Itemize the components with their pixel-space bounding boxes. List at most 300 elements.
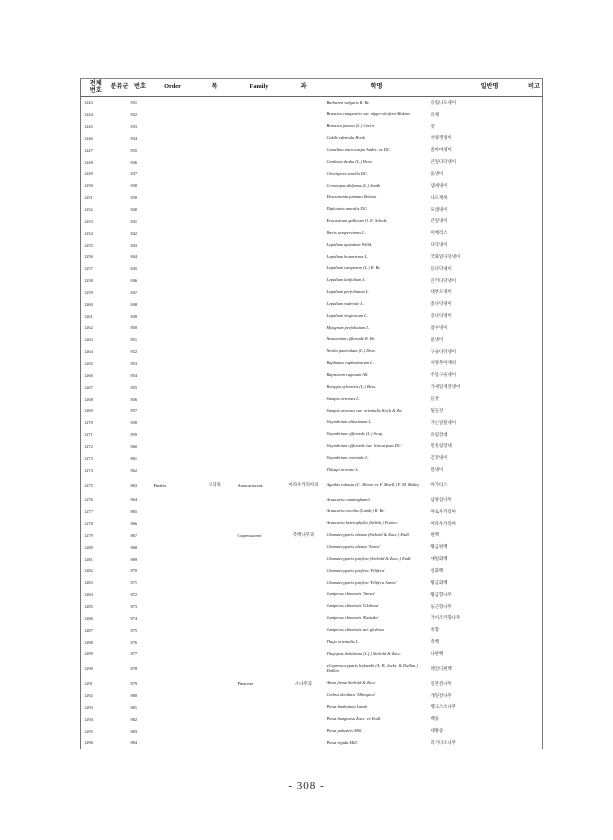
row-sci-name: Juniperus chinensis var. globosa [326,626,384,632]
row-order-kr [194,346,236,358]
row-common-name: 냄새냉이 [430,183,448,189]
row-sci-name: Abies firma Siebold & Zucc. [326,680,377,686]
table-row [81,624,543,636]
row-group [111,452,129,464]
row-sci-name: Thuja orientalis L. [326,638,360,644]
row-family [236,298,283,310]
row-total-no: 1295 [84,728,93,734]
row-order [152,725,194,737]
row-family [236,133,283,145]
table-row [81,133,543,145]
row-order [152,690,194,702]
row-order-kr [194,133,236,145]
table-row [81,737,543,749]
row-total-no: 1266 [84,372,93,378]
row-family [236,109,283,121]
row-sci-name: Pinus banksiana Lamb. [326,704,368,710]
row-order-kr [194,553,236,565]
row-group [111,648,129,660]
row-note [513,168,543,180]
row-sci-name: Araucaria excelsa (Lamb.) R. Br. [326,508,385,514]
row-family-kr [283,393,325,405]
table-row [81,358,543,370]
row-note [513,204,543,216]
row-order-kr [194,494,236,506]
row-family-kr [283,690,325,702]
row-total-no: 1267 [84,384,93,390]
row-no: 843 [130,242,138,248]
row-no: 881 [130,704,138,710]
row-family-kr [283,358,325,370]
row-order [152,204,194,216]
row-order [152,381,194,393]
row-no: 874 [130,615,138,621]
row-order [152,624,194,636]
row-family [236,601,283,613]
row-family-kr [283,577,325,589]
row-order-kr [194,601,236,613]
row-group [111,476,129,494]
row-order-kr [194,275,236,287]
row-family [236,393,283,405]
row-no: 877 [130,651,138,657]
row-sci-name: Cardaria draba (L.) Desv. [326,158,373,164]
row-note [513,215,543,227]
row-order [152,405,194,417]
row-group [111,358,129,370]
row-order [152,464,194,476]
row-family [236,541,283,553]
row-order-kr [194,725,236,737]
table-row [81,180,543,192]
row-group [111,612,129,624]
row-total-no: 1274 [84,467,93,473]
row-group [111,346,129,358]
row-no: 878 [130,666,138,672]
row-note [513,518,543,530]
row-family-kr [283,346,325,358]
row-group [111,180,129,192]
row-family-kr [283,405,325,417]
row-common-name: 이베리스 [430,231,448,237]
row-order-kr [194,624,236,636]
row-sci-name: Sisymbrium officinale var. leiocarpum DC. [326,443,402,449]
row-order [152,180,194,192]
row-sci-name: Camelina microcarpa Andrz. ex DC. [326,146,391,152]
row-total-no: 1283 [84,580,93,586]
row-note [513,251,543,263]
row-total-no: 1284 [84,592,93,598]
row-no: 857 [130,408,138,414]
row-common-name: 큰잎다닥냉이 [430,160,456,166]
row-note [513,725,543,737]
row-group [111,239,129,251]
row-sci-name: Erucastrum gallicum O. E. Schulz [326,218,387,224]
row-common-name: 실화백 [430,568,444,574]
table-header [81,79,543,97]
row-family-kr [283,215,325,227]
table-row [81,518,543,530]
row-group [111,133,129,145]
row-order-kr [194,204,236,216]
row-group [111,168,129,180]
row-order [152,713,194,725]
row-note [513,577,543,589]
row-no: 867 [130,532,138,538]
row-order-kr [194,168,236,180]
row-no: 841 [130,218,138,224]
row-note [513,476,543,494]
row-note [513,334,543,346]
row-family-kr [283,263,325,275]
header-sci-name: 학명 [325,79,429,97]
row-order-kr [194,577,236,589]
row-note [513,713,543,725]
row-total-no: 1277 [84,509,93,515]
table-row [81,227,543,239]
row-note [513,298,543,310]
row-common-name: 구슬다닥냉이 [430,349,456,355]
row-note [513,393,543,405]
row-order-kr [194,417,236,429]
row-no: 864 [130,497,138,503]
row-no: 866 [130,521,138,527]
row-total-no: 1257 [84,266,93,272]
row-sci-name: Chamaecyparis obtusa (Siebold & Zucc.) Endl. [326,532,410,538]
row-family: Cupressaceae [237,532,262,538]
row-total-no: 1254 [84,230,93,236]
table-row [81,565,543,577]
row-order-kr [194,310,236,322]
row-no: 880 [130,693,138,699]
row-sci-name: Chamaecyparis pisifera (Siebold & Zucc.) Endl. [326,555,412,561]
row-order-kr [194,713,236,725]
row-sci-name: Nasturtium officinale R. Br. [326,336,375,342]
row-common-name: 둥근향나무 [430,604,452,610]
row-total-no: 1264 [84,349,93,355]
table-row [81,381,543,393]
row-order-kr [194,156,236,168]
row-total-no: 1263 [84,337,93,343]
row-total-no: 1289 [84,651,93,657]
row-sci-name: Lepidium perfoliatum L. [326,289,370,295]
row-total-no: 1286 [84,615,93,621]
row-order-kr [194,109,236,121]
row-group [111,144,129,156]
row-order-kr [194,287,236,299]
table-row [81,530,543,542]
row-total-no: 1294 [84,716,93,722]
row-order-kr [194,464,236,476]
row-common-name: 새털화백 [430,557,448,563]
row-family-kr [283,298,325,310]
row-common-name: 서양무아재비 [430,361,456,367]
row-order-kr: 구과목 [208,483,221,488]
table-row [81,144,543,156]
row-group [111,737,129,749]
row-order [152,156,194,168]
row-common-name: 긴갓냉이 [430,456,448,462]
row-group [111,393,129,405]
row-total-no: 1256 [84,254,93,260]
table-row [81,541,543,553]
table-row [81,648,543,660]
row-family [236,518,283,530]
row-sci-name: Juniperus chinensis 'Globosa' [326,603,380,609]
row-order [152,298,194,310]
row-no: 868 [130,544,138,550]
row-no: 858 [130,420,138,426]
row-common-name: 국화잎다닥냉이 [430,254,461,260]
row-common-name: 유럽장대 [430,432,448,438]
row-family-kr: 측백나무과 [292,533,315,539]
row-sci-name: Pinus bungeana Zucc. ex Endl. [326,715,382,721]
row-family [236,369,283,381]
row-sci-name: Juniperus chinensis 'Kaizuka' [326,615,379,621]
row-common-name: 다닥냉이 [430,243,448,249]
row-total-no: 1244 [84,112,93,118]
row-note [513,612,543,624]
row-family-kr [283,381,325,393]
row-common-name: 들갓 [430,397,439,403]
row-total-no: 1291 [84,681,93,687]
table-row [81,287,543,299]
row-common-name: 서양갯냉이 [430,136,452,142]
row-order [152,393,194,405]
row-family-kr [283,334,325,346]
table-row [81,589,543,601]
row-family [236,310,283,322]
row-group [111,298,129,310]
row-common-name: 나도재쑥 [430,195,448,201]
row-common-name: 참수냉이 [430,325,448,331]
row-sci-name: Rapistrum rugosum All. [326,372,369,378]
row-family-kr [283,565,325,577]
row-family-kr [283,204,325,216]
table-row [81,429,543,441]
row-family [236,204,283,216]
row-order-kr [194,263,236,275]
row-no: 831 [130,100,138,106]
table-row [81,215,543,227]
row-order-kr [194,429,236,441]
header-common-name: 일반명 [429,79,513,97]
row-order-kr [194,251,236,263]
row-order [152,263,194,275]
row-order [152,215,194,227]
row-order [152,239,194,251]
row-family-kr [283,601,325,613]
row-no: 870 [130,568,138,574]
row-total-no: 1280 [84,544,93,550]
row-common-name: 측백 [430,640,439,646]
row-family [236,494,283,506]
row-order [152,251,194,263]
row-order-kr [194,144,236,156]
row-note [513,452,543,464]
row-total-no: 1288 [84,639,93,645]
row-group [111,204,129,216]
row-group [111,678,129,690]
row-order [152,612,194,624]
row-group [111,97,129,109]
row-sci-name: Chorispora tenella DC. [326,170,369,176]
row-no: 852 [130,349,138,355]
row-total-no: 1249 [84,171,93,177]
row-order-kr [194,636,236,648]
row-order [152,144,194,156]
row-no: 871 [130,580,138,586]
row-sci-name: Cedrus deodara 'Albospica' [326,692,376,698]
row-common-name: 아로우카리아 [430,509,456,515]
row-group [111,275,129,287]
row-no: 849 [130,313,138,319]
row-order [152,648,194,660]
row-total-no: 1281 [84,556,93,562]
row-family-kr [283,133,325,145]
row-family [236,275,283,287]
row-group [111,156,129,168]
row-no: 833 [130,124,138,130]
row-family [236,417,283,429]
row-sci-name: Brassica campestris var. nippo-oleifera Makino [326,111,411,117]
row-sci-name: Thujopsis dolabrata (L.f.) Siebold & Zucc. [326,650,402,656]
table-row [81,393,543,405]
row-sci-name: Chamaecyparis pisifera 'Filifera' [326,567,385,573]
row-total-no: 1253 [84,218,93,224]
row-family-kr [283,612,325,624]
header-order-kr: 목 [194,79,236,97]
row-family [236,144,283,156]
row-group [111,263,129,275]
row-family-kr [283,144,325,156]
row-group [111,506,129,518]
row-family-kr [283,636,325,648]
table-row [81,156,543,168]
row-family [236,737,283,749]
row-note [513,565,543,577]
row-sci-name: Thlaspi arvense L. [326,466,360,472]
row-group [111,530,129,542]
row-sci-name: xCupressocyparis leylandii (A. B. Jacks. & Dallim.) Dallim. [326,663,418,673]
row-total-no: 1278 [84,521,93,527]
table-row [81,476,543,494]
row-no: 845 [130,266,138,272]
row-family-kr [283,660,325,678]
row-group [111,227,129,239]
row-total-no: 1259 [84,289,93,295]
row-family-kr [283,180,325,192]
row-family [236,346,283,358]
row-no: 834 [130,135,138,141]
row-total-no: 1270 [84,420,93,426]
row-total-no: 1247 [84,147,93,153]
row-group [111,109,129,121]
row-note [513,530,543,542]
table-row [81,660,543,678]
row-order [152,322,194,334]
table-row [81,577,543,589]
row-note [513,239,543,251]
header-family: Family [236,79,283,97]
row-total-no: 1268 [84,396,93,402]
table-body [81,97,543,749]
row-sci-name: Agathis robusta (C. Moore ex F. Muell.) F. M. Bailey [326,481,420,487]
row-family [236,251,283,263]
row-common-name: 나한백 [430,651,444,657]
row-order [152,97,194,109]
row-group [111,121,129,133]
row-total-no: 1279 [84,532,93,538]
row-sci-name: Rorippa sylvestris (L.) Bess. [326,383,377,389]
row-sci-name: Araucaria heterophylla (Salisb.) Franco [326,520,398,526]
row-family [236,405,283,417]
row-common-name: 큰키다닥냉이 [430,278,456,284]
row-family [236,636,283,648]
row-common-name: 민유럽장대 [430,444,452,450]
row-group [111,494,129,506]
row-group [111,624,129,636]
row-family-kr [283,737,325,749]
row-note [513,263,543,275]
row-common-name: 말냉이 [430,468,444,474]
row-total-no: 1290 [84,666,93,672]
row-order-kr [194,180,236,192]
row-group [111,192,129,204]
row-common-name: 큰잎냉이 [430,219,448,225]
row-order-kr [194,702,236,714]
row-group [111,636,129,648]
row-note [513,553,543,565]
row-sci-name: Coronopus didymus (L.) Smith [326,182,381,188]
row-note [513,322,543,334]
row-group [111,251,129,263]
row-note [513,636,543,648]
document-page [80,78,542,749]
row-order [152,275,194,287]
species-table [80,78,543,749]
row-note [513,624,543,636]
row-family [236,702,283,714]
row-sci-name: Araucaria cunninghamii [326,496,370,502]
row-total-no: 1269 [84,408,93,414]
row-family [236,553,283,565]
row-note [513,381,543,393]
row-group [111,369,129,381]
row-order-kr [194,322,236,334]
row-note [513,506,543,518]
row-sci-name: Lepidium ruderale L. [326,300,364,306]
row-family-kr [283,506,325,518]
row-note [513,541,543,553]
row-group [111,702,129,714]
row-order-kr [194,215,236,227]
row-total-no: 1272 [84,443,93,449]
row-order [152,369,194,381]
row-total-no: 1275 [84,482,93,488]
row-total-no: 1252 [84,207,93,213]
row-no: 875 [130,627,138,633]
row-common-name: 들다닥냉이 [430,266,452,272]
table-row [81,506,543,518]
row-note [513,429,543,441]
row-group [111,577,129,589]
row-total-no: 1255 [84,242,93,248]
row-total-no: 1251 [84,195,93,201]
table-row [81,322,543,334]
row-order-kr [194,648,236,660]
row-note [513,737,543,749]
